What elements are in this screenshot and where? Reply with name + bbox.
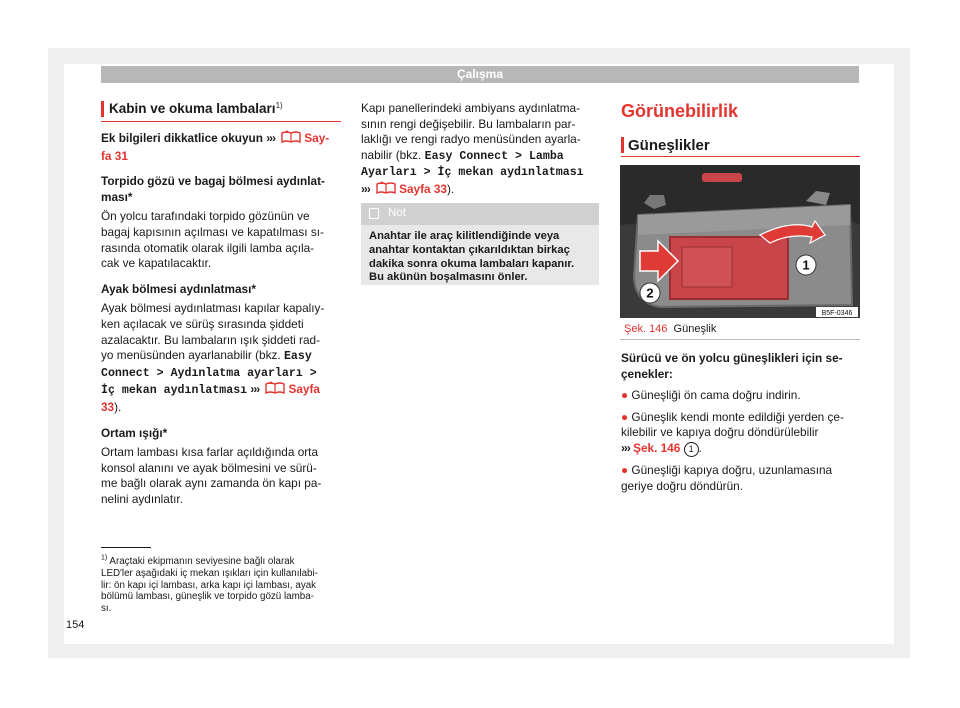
left-column — [101, 130, 351, 507]
glovebox-title-cont: ması* — [101, 189, 133, 204]
text-line: Ortam lambası kısa farlar açıldığında orta — [101, 445, 319, 460]
note-box — [361, 203, 599, 285]
bullet-text: kilebilir ve kapıya doğru döndürülebilir — [621, 425, 819, 440]
footnote — [101, 556, 349, 615]
text-line: Kapı panellerindeki ambiyans aydınlatma- — [361, 101, 581, 115]
text-line: cak ve kapatılacaktır. — [101, 256, 212, 271]
note-line: dakika sonra okuma lambaları kapanır. — [369, 257, 575, 270]
ref-arrow: ››› — [361, 181, 370, 196]
footnote-line: LED'ler aşağıdaki iç mekan ışıkları için kullanılabi- — [101, 567, 318, 579]
text-end: ). — [446, 181, 455, 196]
bullet-text: Güneşliği ön cama doğru indirin. — [631, 388, 801, 403]
page-link[interactable]: Sayfa — [288, 382, 320, 397]
page-link-cont[interactable]: fa 31 — [101, 148, 128, 163]
bullet-text: Güneşliği kapıya doğru, uzunlamasına — [631, 462, 833, 477]
menu-path: Easy — [283, 350, 312, 364]
menu-path: Connect > Aydınlatma ayarları > — [101, 366, 317, 380]
subsection-rule — [621, 156, 860, 157]
text-line: Ön yolcu tarafındaki torpido gözünün ve — [101, 209, 310, 224]
chapter-heading: Görünebilirlik — [621, 101, 739, 121]
subsection-heading: Güneşlikler — [628, 137, 710, 154]
text-line: rasında otomatik olarak ilgili lamba açıla- — [101, 240, 315, 255]
text-line: azalacaktır. Bu lambaların ışık şiddeti rad- — [101, 332, 320, 347]
book-icon[interactable] — [375, 181, 397, 200]
text-line: nelini aydınlatır. — [101, 491, 183, 506]
caption-rule — [620, 339, 860, 340]
text-line: me bağlı olarak aynı zamanda ön kapı pa- — [101, 476, 322, 491]
text-line: bagaj kapısının açılması ve kapatılması sı- — [101, 224, 324, 239]
menu-path: Easy Connect > Lamba — [424, 149, 564, 163]
middle-column — [361, 101, 601, 200]
footnote-rule — [101, 547, 151, 548]
section-marker — [101, 101, 104, 117]
figure-caption — [624, 323, 716, 335]
page-link[interactable]: Say- — [304, 131, 330, 145]
bullet-icon: ● — [621, 462, 629, 477]
bullet-text: geriye doğru döndürün. — [621, 478, 743, 493]
menu-path: Ayarları > İç mekan aydınlatması — [361, 166, 584, 180]
figure-ref: Şek. 146 — [624, 323, 668, 335]
book-icon[interactable] — [264, 381, 286, 400]
text-line: yo menüsünden ayarlanabilir (bkz. — [101, 348, 281, 363]
glovebox-title: Torpido gözü ve bagaj bölmesi aydınlat- — [101, 174, 325, 189]
section-rule — [101, 121, 341, 122]
right-column — [621, 351, 861, 494]
bullet-icon: ● — [621, 388, 629, 403]
ref-arrow: ››› — [621, 440, 630, 455]
text-end: . — [698, 440, 702, 455]
footwell-title: Ayak bölmesi aydınlatması* — [101, 281, 256, 296]
sun-visor-figure — [620, 165, 860, 318]
text-line: sının rengi değişebilir. Bu lambaların par- — [361, 116, 576, 131]
intro-line: çenekler: — [621, 366, 673, 381]
figure-item-ref: 1 — [684, 442, 699, 457]
note-body — [369, 230, 593, 285]
text-line: nabilir (bkz. — [361, 147, 422, 162]
figure-label-1: 1 — [802, 257, 810, 273]
page-number: 154 — [66, 619, 85, 631]
section-title-block — [109, 101, 349, 118]
ref-arrow: ››› — [266, 131, 276, 145]
menu-path: İç mekan aydınlatması — [101, 384, 248, 398]
intro-line: Sürücü ve ön yolcu güneşlikleri için se- — [621, 351, 843, 365]
chapter-header: Çalışma — [101, 66, 859, 83]
note-header — [361, 203, 599, 225]
footnote-ref: 1) — [275, 101, 283, 111]
info-icon — [369, 208, 379, 219]
figure-label-2: 2 — [646, 285, 654, 301]
figure-link[interactable]: Şek. 146 — [633, 440, 681, 455]
note-title: Not — [388, 207, 406, 219]
ref-arrow: ››› — [250, 382, 260, 397]
caption-text: Güneşlik — [673, 323, 717, 335]
text-line: konsol alanını ve ayak bölmesini ve sürü- — [101, 460, 317, 475]
footnote-line: bölümü lambası, güneşlik ve torpido gözü lamba- — [101, 591, 314, 603]
section-title: Kabin ve okuma lambaları — [109, 101, 276, 116]
bullet-icon: ● — [621, 409, 629, 424]
page-link[interactable]: Sayfa 33 — [399, 181, 447, 196]
footnote-line: lir: ön kapı içi lambası, arka kapı içi lambası, ayak — [101, 579, 317, 591]
note-line: Anahtar ile araç kilitlendiğinde veya — [369, 230, 560, 242]
book-icon[interactable] — [280, 130, 302, 149]
text-end: ). — [114, 399, 122, 414]
note-line: anahtar kontaktan çıkarıldıktan birkaç — [369, 243, 570, 256]
text-line: Ayak bölmesi aydınlatması kapılar kapalıy- — [101, 301, 325, 316]
sun-visor-illustration — [620, 165, 860, 318]
subsection-marker — [621, 137, 624, 153]
ref-text: Ek bilgileri dikkatlice okuyun — [101, 131, 263, 145]
footnote-line: Araçtaki ekipmanın seviyesine bağlı olarak — [109, 556, 295, 567]
bullet-text: Güneşlik kendi monte edildiği yerden çe- — [631, 409, 844, 424]
note-line: Bu akünün boşalmasını önler. — [369, 271, 528, 284]
text-line: ken açılacak ve sürüş sırasında şiddeti — [101, 316, 304, 331]
page-link-cont[interactable]: 33 — [101, 399, 115, 414]
figure-code: B5F-0346 — [821, 310, 853, 317]
footnote-line: sı. — [101, 603, 112, 615]
footnote-marker: 1) — [101, 554, 108, 562]
text-line: laklığı ve rengi radyo menüsünden ayarla- — [361, 132, 581, 147]
ambient-title: Ortam ışığı* — [101, 425, 168, 440]
